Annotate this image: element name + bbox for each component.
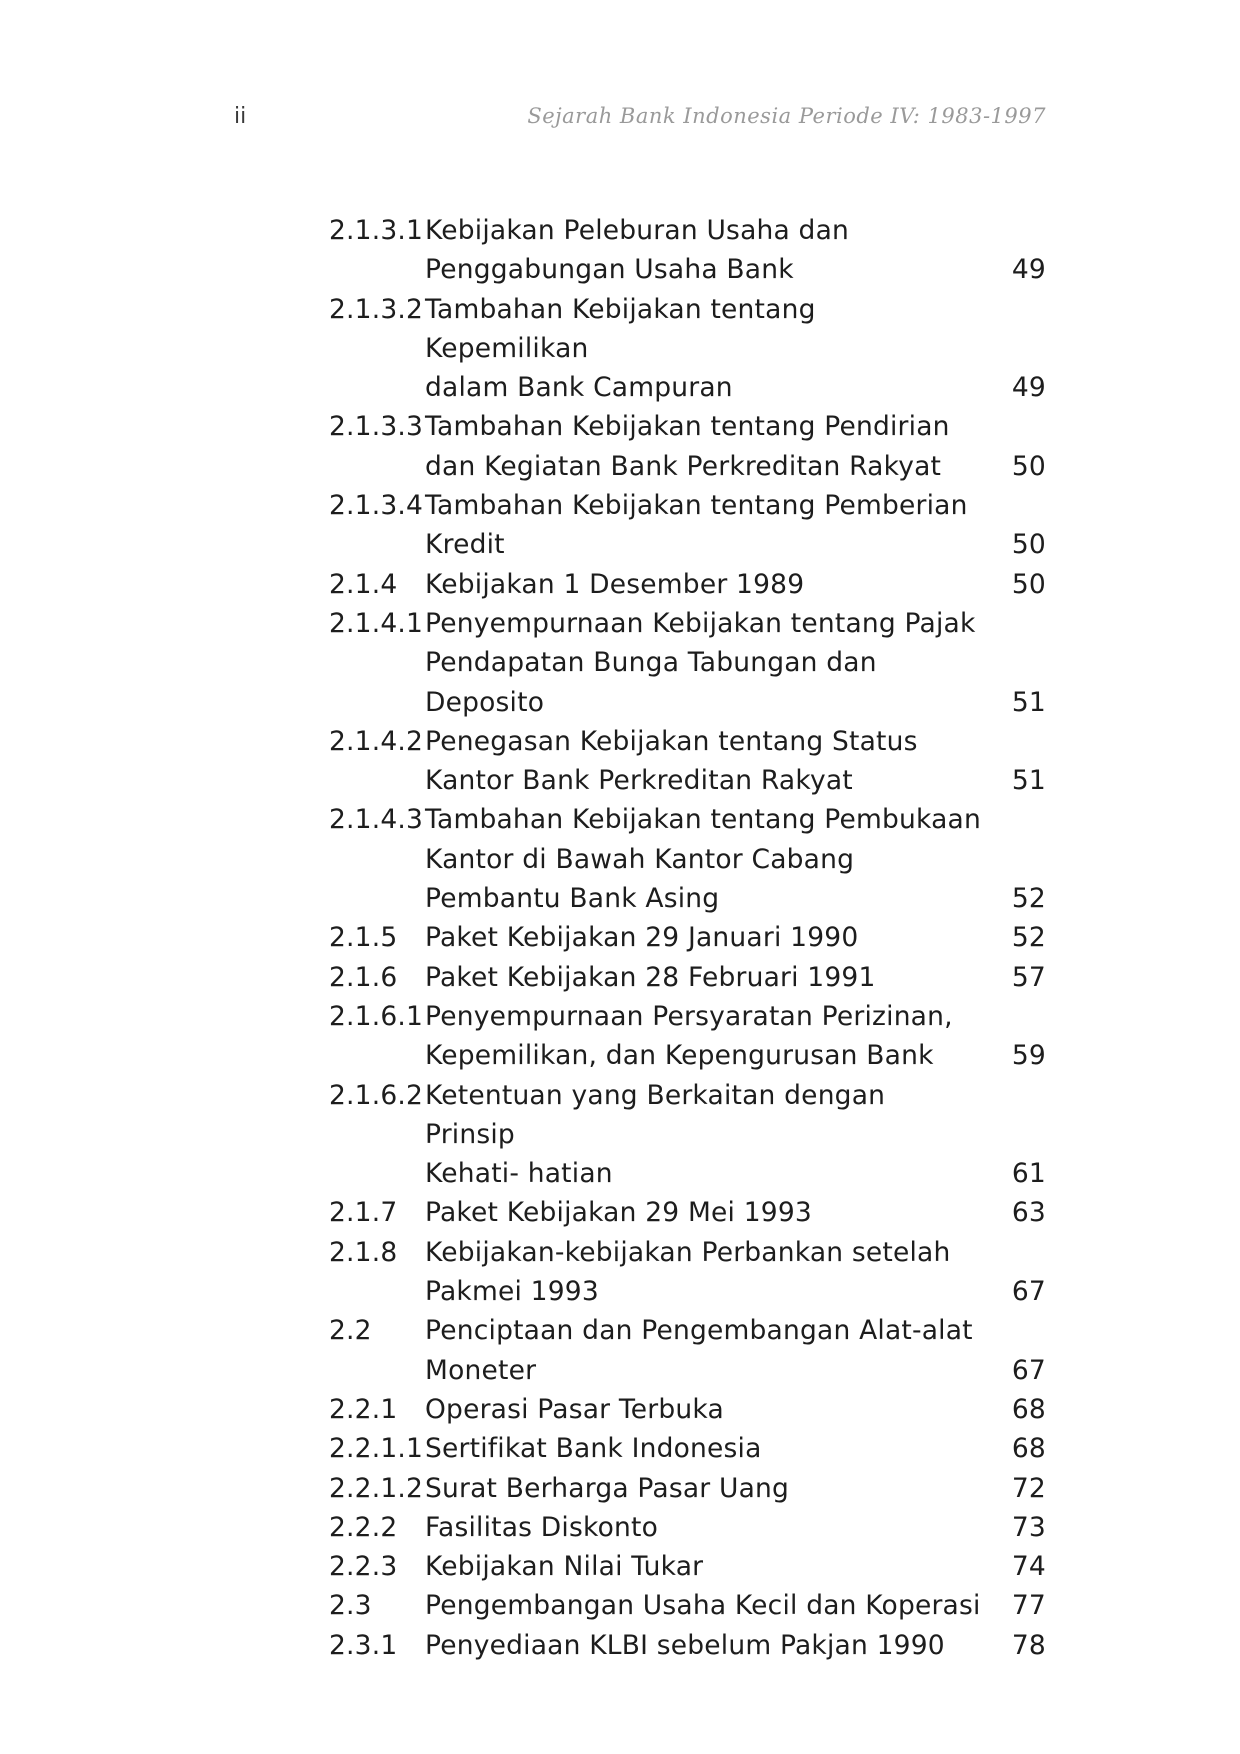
toc-entry-title: Pengembangan Usaha Kecil dan Koperasi <box>425 1590 981 1622</box>
toc-entry-page: 68 <box>1011 1433 1046 1465</box>
toc-entry-number: 2.1.4.1 <box>329 607 424 639</box>
toc-entry-number: 2.1.4.2 <box>329 725 424 757</box>
toc-entry-page: 61 <box>1011 1158 1046 1190</box>
toc-entry-number: 2.2.1.1 <box>329 1433 424 1465</box>
toc-entry <box>329 1547 1046 1586</box>
toc-entry-page: 72 <box>1011 1472 1046 1504</box>
toc-entry-title: Tambahan Kebijakan tentang Pendirian dan Kegiatan Bank Perkreditan Rakyat <box>425 411 950 482</box>
toc-entry-title: Sertifikat Bank Indonesia <box>425 1433 762 1465</box>
toc-entry-page: 51 <box>1011 686 1046 718</box>
toc-entry-title: Tambahan Kebijakan tentang Pembukaan Kantor di Bawah Kantor Cabang Pembantu Bank Asing <box>425 804 981 915</box>
running-title: Sejarah Bank Indonesia Periode IV: 1983-1997 <box>527 104 1046 128</box>
toc-entry-title: Tambahan Kebijakan tentang Pemberian Kredit <box>425 490 968 561</box>
toc-entry-page: 67 <box>1011 1354 1046 1386</box>
toc-entry-number: 2.1.4 <box>329 568 398 600</box>
table-of-contents <box>329 211 1046 1665</box>
toc-entry-page: 49 <box>1011 254 1046 286</box>
toc-entry-page: 52 <box>1011 922 1046 954</box>
toc-entry <box>329 565 1046 604</box>
toc-entry <box>329 290 1046 408</box>
toc-entry-number: 2.2.1.2 <box>329 1472 424 1504</box>
toc-entry-page: 67 <box>1011 1276 1046 1308</box>
toc-entry-page: 78 <box>1011 1629 1046 1661</box>
toc-entry-page: 68 <box>1011 1393 1046 1425</box>
toc-entry-number: 2.2.2 <box>329 1511 398 1543</box>
toc-entry-page: 50 <box>1011 529 1046 561</box>
toc-entry <box>329 1429 1046 1468</box>
toc-entry-title: Kebijakan Peleburan Usaha dan Penggabungan Usaha Bank <box>425 215 850 286</box>
page-number: ii <box>234 104 247 129</box>
toc-entry-number: 2.2.1 <box>329 1393 398 1425</box>
toc-entry-number: 2.1.8 <box>329 1236 398 1268</box>
toc-entry <box>329 1469 1046 1508</box>
toc-entry-page: 63 <box>1011 1197 1046 1229</box>
toc-entry-number: 2.1.6.2 <box>329 1079 424 1111</box>
toc-entry <box>329 211 1046 290</box>
toc-entry-page: 73 <box>1011 1511 1046 1543</box>
toc-entry-page: 57 <box>1011 961 1046 993</box>
toc-entry-page: 51 <box>1011 765 1046 797</box>
toc-entry <box>329 1193 1046 1232</box>
toc-entry-title: Penegasan Kebijakan tentang Status Kantor Bank Perkreditan Rakyat <box>425 725 918 797</box>
toc-entry-number: 2.1.3.4 <box>329 490 424 522</box>
toc-entry-title: Ketentuan yang Berkaitan dengan Prinsip Kehati- hatian <box>425 1079 886 1190</box>
toc-entry-page: 77 <box>1011 1590 1046 1622</box>
toc-entry-page: 59 <box>1011 1040 1046 1072</box>
toc-entry <box>329 997 1046 1076</box>
toc-entry <box>329 800 1046 918</box>
toc-entry <box>329 604 1046 722</box>
toc-entry-title: Kebijakan Nilai Tukar <box>425 1551 704 1583</box>
toc-entry <box>329 486 1046 565</box>
toc-entry-title: Paket Kebijakan 29 Mei 1993 <box>425 1197 812 1229</box>
toc-entry-number: 2.2 <box>329 1315 372 1347</box>
toc-entry-number: 2.1.4.3 <box>329 804 424 836</box>
toc-entry-title: Penyempurnaan Persyaratan Perizinan, Kepemilikan, dan Kepengurusan Bank <box>425 1000 953 1072</box>
toc-entry-title: Kebijakan 1 Desember 1989 <box>425 568 805 600</box>
toc-entry-number: 2.1.3.3 <box>329 411 424 443</box>
toc-entry-title: Penciptaan dan Pengembangan Alat-alat Moneter <box>425 1315 973 1386</box>
toc-entry-title: Tambahan Kebijakan tentang Kepemilikan dalam Bank Campuran <box>425 293 816 404</box>
toc-entry-title: Penyediaan KLBI sebelum Pakjan 1990 <box>425 1629 945 1661</box>
toc-entry <box>329 722 1046 801</box>
toc-entry-number: 2.2.3 <box>329 1551 398 1583</box>
toc-entry-number: 2.1.3.2 <box>329 293 424 325</box>
toc-entry-title: Surat Berharga Pasar Uang <box>425 1472 790 1504</box>
toc-entry-title: Operasi Pasar Terbuka <box>425 1393 724 1425</box>
toc-entry <box>329 1311 1046 1390</box>
toc-entry-number: 2.3.1 <box>329 1629 398 1661</box>
toc-entry-number: 2.3 <box>329 1590 372 1622</box>
toc-entry-page: 50 <box>1011 568 1046 600</box>
toc-entry-title: Paket Kebijakan 29 Januari 1990 <box>425 922 859 954</box>
toc-entry-number: 2.1.3.1 <box>329 215 424 246</box>
toc-entry <box>329 407 1046 486</box>
toc-entry-page: 74 <box>1011 1551 1046 1583</box>
toc-entry-number: 2.1.7 <box>329 1197 398 1229</box>
toc-entry-title: Penyempurnaan Kebijakan tentang Pajak Pendapatan Bunga Tabungan dan Deposito <box>425 607 976 718</box>
toc-entry-page: 52 <box>1011 883 1046 915</box>
toc-entry-page: 49 <box>1011 372 1046 404</box>
toc-entry-number: 2.1.5 <box>329 922 398 954</box>
toc-entry-title: Fasilitas Diskonto <box>425 1511 658 1543</box>
toc-entry <box>329 958 1046 997</box>
page-header <box>234 104 1046 134</box>
toc-entry <box>329 1508 1046 1547</box>
toc-entry <box>329 1233 1046 1312</box>
toc-entry <box>329 1586 1046 1625</box>
toc-entry-title: Paket Kebijakan 28 Februari 1991 <box>425 961 876 993</box>
toc-entry <box>329 1076 1046 1194</box>
toc-entry-number: 2.1.6.1 <box>329 1000 424 1032</box>
toc-entry-page: 50 <box>1011 450 1046 482</box>
toc-entry-number: 2.1.6 <box>329 961 398 993</box>
toc-entry <box>329 1626 1046 1665</box>
toc-entry <box>329 918 1046 957</box>
toc-entry <box>329 1390 1046 1429</box>
toc-entry-title: Kebijakan-kebijakan Perbankan setelah Pakmei 1993 <box>425 1236 951 1308</box>
